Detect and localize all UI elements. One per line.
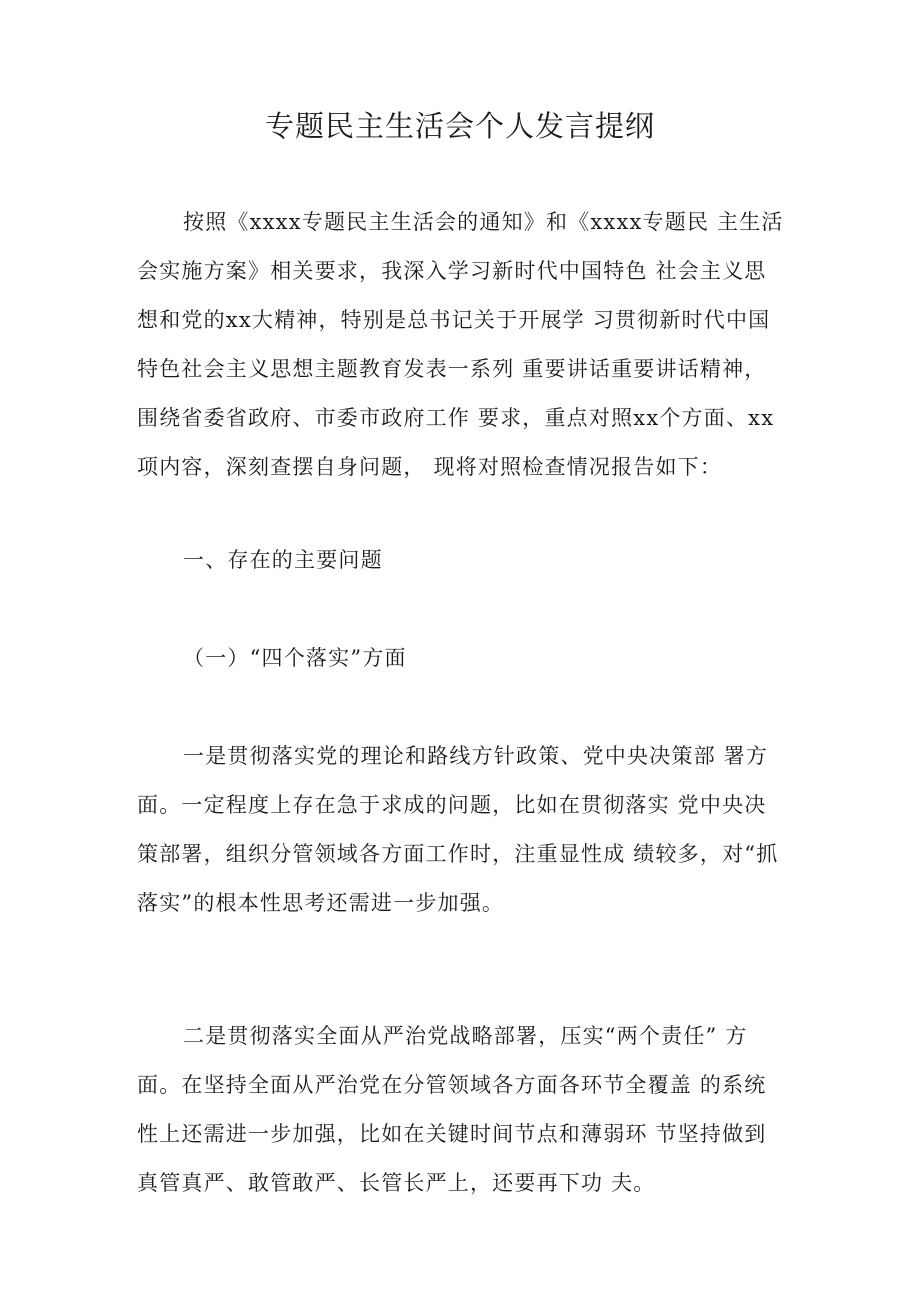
paragraph-line: 二是贯彻落实全面从严治党战略部署，压实“两个责任” 方 <box>183 1024 748 1048</box>
paragraph-line: 落实”的根本性思考还需进一步加强。 <box>137 891 505 915</box>
paragraph-line: 按照《xxxx专题民主生活会的通知》和《xxxx专题民 主生活 <box>183 210 784 234</box>
paragraph-line: 面。一定程度上存在急于求成的问题，比如在贯彻落实 党中央决 <box>137 793 767 817</box>
paragraph-line: 一是贯彻落实党的理论和路线方针政策、党中央决策部 署方 <box>183 744 769 768</box>
paragraph-point-two <box>137 1012 797 1208</box>
paragraph-intro <box>137 198 797 492</box>
paragraph-line: 策部署，组织分管领域各方面工作时，注重显性成 绩较多，对“抓 <box>137 842 779 866</box>
paragraph-line: 性上还需进一步加强，比如在关键时间节点和薄弱环 节坚持做到 <box>137 1122 767 1146</box>
paragraph-line: 特色社会主义思想主题教育发表一系列 重要讲话重要讲话精神， <box>137 357 767 381</box>
paragraph-line: 围绕省委省政府、市委市政府工作 要求，重点对照xx个方面、xx <box>137 406 775 430</box>
subsection-heading: （一）“四个落实”方面 <box>183 646 407 670</box>
paragraph-line: 会实施方案》相关要求，我深入学习新时代中国特色 社会主义思 <box>137 259 767 283</box>
paragraph-line: 真管真严、敢管敢严、长管长严上，还要再下功 夫。 <box>137 1171 656 1195</box>
paragraph-point-one <box>137 732 797 928</box>
document-title: 专题民主生活会个人发言提纲 <box>264 109 655 143</box>
paragraph-line: 面。在坚持全面从严治党在分管领域各方面各环节全覆盖 的系统 <box>137 1073 767 1097</box>
paragraph-line: 项内容，深刻查摆自身问题， 现将对照检查情况报告如下： <box>137 455 723 479</box>
section-heading: 一、存在的主要问题 <box>183 548 383 572</box>
paragraph-line: 想和党的xx大精神，特别是总书记关于开展学 习贯彻新时代中国 <box>137 308 771 332</box>
